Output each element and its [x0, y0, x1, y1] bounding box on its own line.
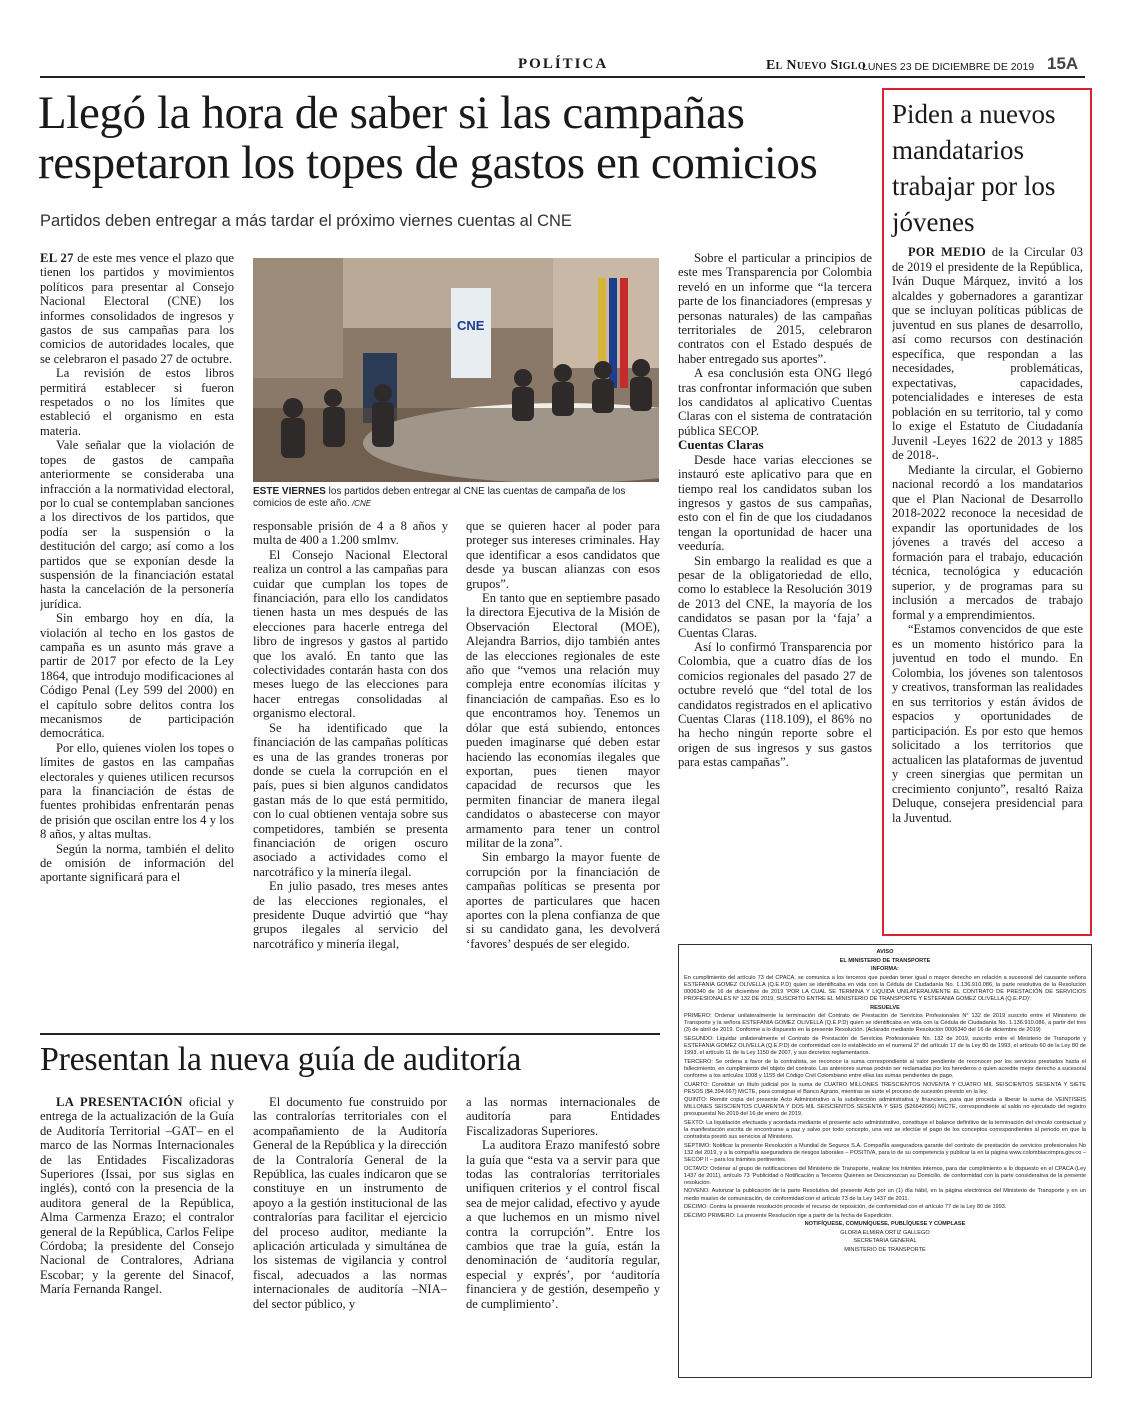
second-article-column-3 — [466, 1095, 660, 1375]
notice-paragraph: NOVENO: Autorizar la publicación de la parte Resolutiva del presente Acto por un (1) día hábil, en la página electrónica del Ministerio de Transporte y en un medio masivo de comunicación, de conformidad con el artículo 73 de la Ley 1437 de 2011. — [684, 1188, 1086, 1202]
legal-notice-text — [684, 949, 1086, 1374]
newspaper-name: El Nuevo Siglo — [766, 58, 866, 73]
section-subhead: Cuentas Claras — [678, 437, 764, 453]
paragraph: Sin embargo la realidad es que a pesar de la obligatoriedad de ello, como lo establece la Resolución 3019 de 2013 del CNE, la mayoría de los candidatos se pasan por la ‘faja’ a Cuentas Claras. — [678, 553, 872, 640]
notice-signer-ministry: MINISTERIO DE TRANSPORTE — [844, 1247, 926, 1254]
paragraph: Mediante la circular, el Gobierno nacional recordó a los mandatarios que el Plan Nacional de Desarrollo 2018-2022 reconoce la necesidad de expandir las oportunidades de los jóvenes a través del acceso a formación para el trabajo, educación técnica, tecnológica y educación superior, y de programas para su inclusión a mercados de trabajo formal y a emprendimientos. — [892, 462, 1083, 622]
paragraph: El documento fue construido por las contralorías territoriales con el acompañamiento de la Auditoría General de la República y la dirección de la Contraloría General de la República, las cuales indicaron que se constituye en un instrumento de apoyo a la gestión institucional de las contralorías para facilitar el ejercicio del proceso auditor, mediante la aplicación articulada y simultánea de los sistemas de vigilancia y control fiscal, adecuados a las normas internacionales de auditoría –NIA– del sector público, y — [253, 1095, 447, 1311]
paragraph: de este mes vence el plazo que tienen los partidos y movimientos políticos para presentar al Consejo Nacional Electoral (CNE) los informes consolidados de ingresos y gastos de sus campañas para los comicios de autoridades locales, que se celebraron el pasado 27 de octubre. — [40, 251, 234, 366]
paragraph: “Estamos convencidos de que este es un momento histórico para la juventud en todo el mundo. En Colombia, los jóvenes son talentosos y creativos, transforman las realidades en sus territorios y están ávidos de espacios y oportunidades de participación. Es por esto que hemos solicitado a los territorios que actualicen las plataformas de juventud y creen sinergias que permitan un crecimiento conjunto”, resaltó Raiza Deluque, consejera presidencial para la Juventud. — [892, 622, 1083, 825]
paragraph: Sin embargo la mayor fuente de corrupción por la financiación de campañas políticas se presenta por aportes de particulares que hacen aportes con la plena confianza de que si su candidato gana, les devolverá ‘favores’ después de ser elegido. — [466, 850, 660, 951]
paragraph: de la Circular 03 de 2019 el presidente de la República, Iván Duque Márquez, invitó a los alcaldes y gobernadores a garantizar que se incluyan políticas públicas de juventud en sus planes de desarrollo, así como recursos con destinación específica, que respondan a las necesidades, problemáticas, expectativas, capacidades, potencialidades e intereses de esta población en su territorio, tal y como lo exige el Estatuto de Ciudadanía Juvenil -Leyes 1622 de 2013 y 1885 de 2018-. — [892, 245, 1083, 462]
section-label: POLÍTICA — [518, 56, 609, 72]
paragraph: que se quieren hacer al poder para proteger sus intereses criminales. Hay que identificar a esos candidatos que desde ya buscan alianzas con esos grupos”. — [466, 519, 660, 591]
page-number: 15A — [1047, 54, 1079, 73]
main-article-column-4 — [678, 251, 872, 941]
main-article-column-2 — [253, 519, 448, 1026]
paragraph: Según la norma, también el delito de omisión de información del aportante significará para el — [40, 841, 234, 885]
paragraph: A esa conclusión esta ONG llegó tras confrontar información que suben los candidatos al aplicativo Cuentas Claras con el sistema de contratación pública SECOP. — [678, 366, 872, 438]
paragraph: El Consejo Nacional Electoral realiza un control a las campañas para cuidar que cumplan los topes de financiación, para ello los candidatos tienen hasta un mes después de las elecciones para hacerle entrega del libro de ingresos y gastos al partido que los avaló. En tanto que las colectividades contarán hasta con dos meses luego de las elecciones para hacer entregas consolidadas al organismo electoral. — [253, 547, 448, 721]
press-conference-photo — [253, 258, 659, 482]
notice-paragraph: SÉPTIMO: Notificar la presente Resolución a Mundial de Seguros S.A. Compañía aseguradora garante del contrato de prestación de servicios profesionales No 132 del 2019, y a la compañía aseguradora de riesgos laborales – POSITIVA, para lo de su competencia y publicar la en la página www.colombiacompra.gov.co – SECOP II – para los trámites pertinentes. — [684, 1142, 1086, 1164]
photo-caption-lead: ESTE VIERNES — [253, 486, 326, 497]
notice-paragraph: QUINTO: Remitir copia del presente Acto Administrativo a la subdirección administrativa y financiera, para que proceda a liberar la suma de VEINTISEIS MILLONES SEISCIENTOS CUARENTA Y DOS MIL SEISCIENTOS SESENTA Y SEIS ($26642666) M/CTE, correspondiente al saldo no ejecutado del registro presupuestal No 2019 del 16 de enero de 2019. — [684, 1097, 1086, 1118]
paragraph: Vale señalar que la violación de topes de gastos de campaña anteriormente se consideraba una infracción a la normatividad electoral, por lo cual se contemplaban sanciones a los directivos de los partidos, que podía ser la suspensión o la destitución del cargo; así como a los partidos que se exponían desde la suspensión de la financiación estatal hasta la cancelación de la personería jurídica. — [40, 438, 234, 611]
news-photo — [253, 258, 659, 482]
notice-signer-title: SECRETARIA GENERAL — [853, 1238, 917, 1245]
notice-closing: NOTIFÍQUESE, COMUNÍQUESE, PUBLÍQUESE Y CÚMPLASE — [804, 1221, 966, 1228]
notice-entity: EL MINISTERIO DE TRANSPORTE — [839, 957, 931, 964]
paragraph: Desde hace varias elecciones se instauró este aplicativo para que en tiempo real los candidatos suban los ingresos y gastos de sus campañas, esto con el fin de que los ciudadanos tengan la oportunidad de hacer una veeduría. — [678, 452, 872, 554]
notice-paragraph: PRIMERO: Ordenar unilateralmente la terminación del Contrato de Prestación de Servicios Profesionales N° 132 de 2019 suscrito entre el Ministerio de Transporte y la señora ESTEFANIA GOMEZ OLIVELLA (Q.E.P.D) quien se identificaba en vida con la Cédula de Ciudadanía No. 1.136.910.086, a partir del tres (3) de abril de 2019. Conforme a lo dispuesto en la presente Resolución. (Aclarado mediante Resolución 0006340 del 16 de diciembre de 2019) — [684, 1013, 1086, 1034]
paragraph: Así lo confirmó Transparencia por Colombia, que a cuatro días de los comicios regionales del pasado 27 de octubre reveló que “del total de los candidatos registrados en el aplicativo Cuentas Claras (118.109), el 86% no ha hecho ningún reporte sobre el origen de sus ingresos y sus gastos para estas campañas”. — [678, 639, 872, 770]
sidebar-lead-word: POR MEDIO — [908, 245, 987, 259]
paragraph: Por ello, quienes violen los topes o límites de gastos en las campañas electorales y quienes utilicen recursos para la financiación de éstas de fuentes prohibidas enfrentarán penas de prisión que oscilan entre los 4 y los 8 años, y altas multas. — [40, 740, 234, 842]
paragraph: Sobre el particular a principios de este mes Transparencia por Colombia reveló en un informe que “la tercera parte de los financiadores (empresas y personas naturales) de las campañas territoriales de 2015, celebraron contratos con el Estado después de haber entregado sus aportes”. — [678, 251, 872, 366]
paragraph: responsable prisión de 4 a 8 años y multa de 400 a 1.200 smlmv. — [253, 519, 448, 548]
paragraph: La auditora Erazo manifestó sobre la guía que “esta va a servir para que todas las contralorías territoriales unifiquen criterios y el control fiscal sea de mejor calidad, efectivo y ayude a que luchemos en un mismo nivel contra la corrupción”. Entre los cambios que trae la guía, están la denominación de ‘auditoría regular, especial y exprés’, por ‘auditoría financiera y de gestión, desempeño y de cumplimiento’. — [466, 1138, 660, 1311]
notice-paragraph: SEGUNDO: Liquidar unilateralmente el Contrato de Prestación de Servicios Profesionales No. 132 de 2019, suscrito entre el Ministerio de Transporte y ESTEFANIA GOMEZ OLIVELLA (Q.E.P.D) de conformidad con lo establecido en el numeral 2° del artículo 17 de la Ley 80 de 1993, el artículo 60 de la Ley 80 de 1993, el artículo 11 de la Ley 1150 de 2007, y sus decretos reglamentarios. — [684, 1036, 1086, 1057]
paragraph: Se ha identificado que la financiación de las campañas políticas es una de las grandes troneras por donde se cuela la corrupción en el país, pues si bien algunos candidatos gastan más de lo que está permitido, con lo cual obtienen ventaja sobre sus competidores, también se presenta financiación de origen oscuro asociado a actividades como el narcotráfico y la minería ilegal. — [253, 720, 448, 879]
paragraph: Sin embargo hoy en día, la violación al techo en los gastos de campaña es un asunto más grave a partir de 2017 por efecto de la Ley 1864, que introdujo modificaciones al Código Penal (Ley 599 del 2000) en el capítulo sobre delitos contra los mecanismos de participación democrática. — [40, 611, 234, 741]
photo-caption-text: los partidos deben entregar al CNE las cuentas de campaña de los comicios de este año. — [253, 486, 626, 509]
notice-paragraph: OCTAVO: Ordenar al grupo de notificaciones del Ministerio de Transporte, realizar los trámites internos, para dar cumplimiento a lo dispuesto en el CPACA (Ley 1437 de 2011), artículo 73 ‘Publicidad o Notificación a Terceros Quienes se Desconozcan su Domicilio, de conformidad con la parte considerativa de la presente resolución. — [684, 1165, 1086, 1186]
notice-resuelve: RESUELVE — [870, 1004, 900, 1011]
notice-paragraph: DÉCIMO: Contra la presente resolución procede el recurso de reposición, de conformidad con el artículo 77 de la Ley 80 de 1993. — [684, 1204, 1007, 1211]
notice-informa: INFORMA: — [871, 966, 899, 973]
paragraph: a las normas internacionales de auditoría para Entidades Fiscalizadoras Superiores. — [466, 1095, 660, 1138]
notice-paragraph: TERCERO: Se ordena a favor de la contratista, se reconoce la suma correspondiente al valor pendiente de reconocer por los servicios prestados hasta el fallecimiento, en cumplimiento del objeto del contrato. Las anteriores sumas podrán ser reclamadas por los herederos o quien acredite mejor derecho a sucesoral conforme a los artículos 1008 y 1155 del Código Civil Colombiano entre ellas las sumas pendientes de pago. — [684, 1058, 1086, 1079]
second-lead-word: LA PRESENTACIÓN — [56, 1095, 183, 1109]
main-headline-line-1: Llegó la hora de saber si las campañas — [38, 87, 745, 139]
paragraph: oficial y entrega de la actualización de la Guía de Auditoría Territorial –GAT– en el marco de las Normas Internacionales de las Entidades Fiscalizadoras Superiores (Issai, por sus siglas en inglés), contó con la presencia de la auditora general de la República, Alma Carmenza Erazo; el contralor general de la República, Carlos Felipe Córdoba; la presidente del Consejo Nacional de Contralores, Adriana Escobar; y la gerente del Sinacof, María Fernanda Rangel. — [40, 1095, 234, 1297]
second-headline: Presentan la nueva guía de auditoría — [40, 1041, 522, 1078]
photo-credit: /CNE — [349, 499, 372, 508]
main-subhead: Partidos deben entregar a más tardar el próximo viernes cuentas al CNE — [40, 212, 572, 230]
second-article-column-2 — [253, 1095, 447, 1375]
sidebar-headline: Piden a nuevos mandatarios trabajar por los jóvenes — [892, 99, 1056, 237]
paragraph: La revisión de estos libros permitirá establecer si fueron respetados o no los límites que estableció el organismo en esta materia. — [40, 366, 234, 438]
notice-signer: GLORIA ELMIRA ORTIZ GALLEGO — [840, 1229, 930, 1236]
main-article-column-3 — [466, 519, 660, 1026]
issue-date: LUNES 23 DE DICIEMBRE DE 2019 — [862, 61, 1035, 73]
paragraph: En tanto que en septiembre pasado la directora Ejecutiva de la Misión de Observación Electoral (MOE), Alejandra Barrios, dijo también antes de las elecciones regionales de este año que “vemos una relación muy compleja entre economías ilícitas y financiación de campañas. Eso es lo que encontramos hoy. Tenemos un dólar que está subiendo, entonces pueden imaginarse qué deben estar haciendo las economías ilegales que exportan, pues tienen mayor capacidad de recursos que les permiten financiar de manera ilegal candidatos o abastecerse con mayor armamento para tener un control militar de la zona”. — [466, 591, 660, 850]
article-lead-word: EL 27 — [40, 251, 74, 265]
notice-paragraph: DÉCIMO PRIMERO: La presente Resolución rige a partir de la fecha de Expedición. — [684, 1212, 893, 1219]
notice-title: AVISO — [876, 949, 894, 955]
photo-caption — [253, 486, 659, 510]
main-headline — [38, 88, 878, 188]
second-article-column-1 — [40, 1095, 234, 1375]
section-divider — [40, 1033, 660, 1035]
notice-paragraph: En cumplimiento del artículo 73 del CPACA, se comunica a los terceros que puedan tener igual o mayor derecho en relación a sucesoral del causante señora ESTEFANIA GOMEZ OLIVELLA (Q.E.P.D) quien se identificaba en vida con la Cédula de Ciudadanía No. 1.136.910.086, la parte resolutiva de la Resolución 0006340 de 16 de diciembre de 2019 ‘POR LA CUAL SE TERMINA Y LIQUIDA UNILATERALMENTE EL CONTRATO DE PRESTACIÓN DE SERVICIOS PROFESIONALES N° 132 DE 2019, SUSCRITO ENTRE EL MINISTERIO DE TRANSPORTE Y ESTEFANIA GOMEZ OLIVELLA (Q.E.P.D)’: — [684, 974, 1086, 1003]
masthead-rule — [40, 76, 1085, 78]
paragraph: En julio pasado, tres meses antes de las elecciones regionales, el presidente Duque advirtió que “hay grupos ilegales al servicio del narcotráfico y minería ilegal, — [253, 879, 448, 951]
main-headline-line-2: respetaron los topes de gastos en comicios — [38, 137, 818, 189]
svg-text:CNE: CNE — [457, 318, 485, 333]
notice-paragraph: SEXTO: La liquidación efectuada y acordada mediante el presente acto administrativo, constituye el balance definitivo de la terminación del vínculo contractual y la manifestación escrita de encontrarse a paz y salvo por todo concepto, una vez se efectúe el pago de los conceptos correspondientes al periodo en que la contratista prestó sus servicios al Ministerio. — [684, 1120, 1086, 1141]
main-article-column-1 — [40, 251, 234, 1026]
sidebar-body — [892, 245, 1083, 931]
notice-paragraph: CUARTO: Constituir un título judicial por la suma de CUATRO MILLONES TRESCIENTOS NOVENTA Y CUATRO MIL SEISCIENTOS SESENTA Y SIETE PESOS ($4.394.667) M/CTE, para consignar el Banco Agrario, mientras se surte el proceso de sucesión previsto en la ley. — [684, 1081, 1086, 1095]
